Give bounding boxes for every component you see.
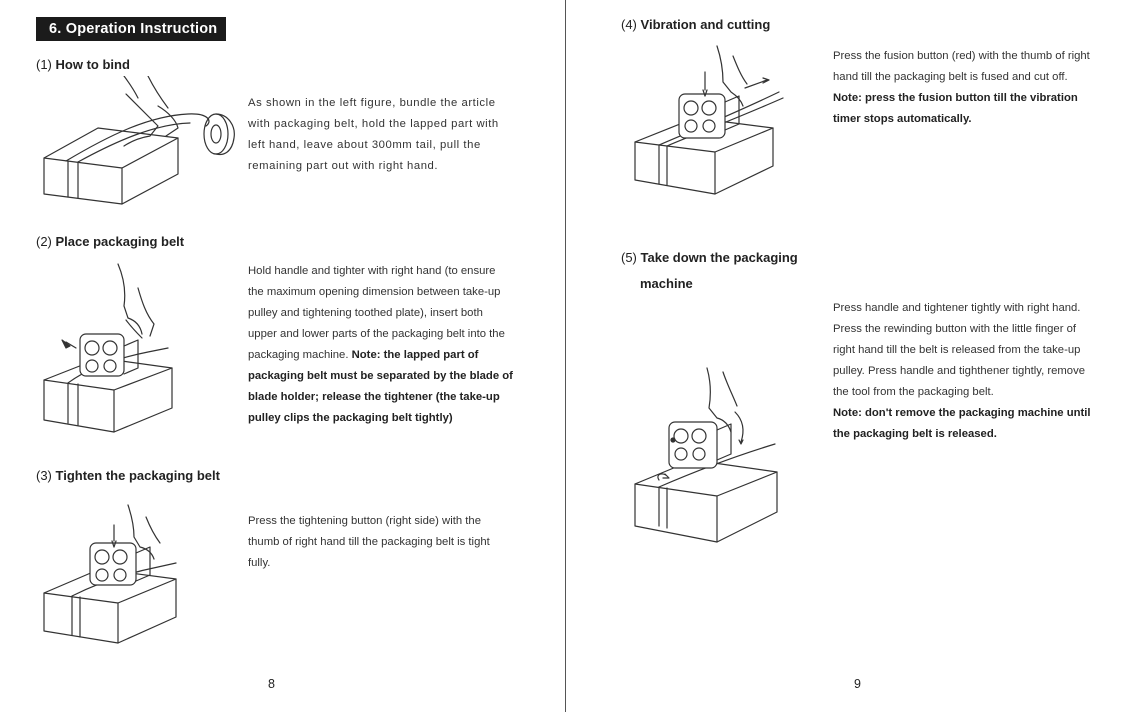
step-2-title: Place packaging belt: [55, 234, 185, 249]
step-4-plain-text: Press the fusion button (red) with the thumb of right hand till the packaging belt is fused and cut off.: [833, 50, 1090, 83]
inserting-belt-into-machine-illustration: [38, 258, 178, 438]
step-4-heading: [621, 17, 770, 32]
page-gutter: [565, 0, 566, 712]
right-page: [567, 0, 1127, 712]
step-5-plain-text: Press handle and tightener tightly with right hand. Press the rewinding button with the little finger of right hand till the belt is released from the take-up pulley. Press handle and tighthener tightly, remove the tool from the packaging belt.: [833, 302, 1086, 398]
step-2-text: [248, 261, 513, 429]
step-3-number: (3): [36, 468, 52, 483]
step-1-title: How to bind: [55, 57, 130, 72]
step-4-number: (4): [621, 17, 637, 32]
step-5-text: [833, 298, 1099, 445]
step-5-heading-line2: [640, 276, 693, 291]
step-2-plain-text: Hold handle and tighter with right hand (to ensure the maximum opening dimension between take-up pulley and tightening toothed plate), insert both upper and lower parts of the packaging belt into the packaging machine.: [248, 265, 505, 361]
step-5-title: Take down the packaging: [640, 250, 798, 265]
step-5-heading: [621, 250, 798, 265]
step-1-number: (1): [36, 57, 52, 72]
step-1-text: As shown in the left figure, bundle the article with packaging belt, hold the lapped part with left hand, leave about 300mm tail, pull the remaining part out with right hand.: [248, 97, 499, 172]
step-1-heading: [36, 57, 130, 72]
step-3-heading: [36, 468, 220, 483]
page-number-left: 8: [268, 677, 275, 691]
page-number-right: 9: [854, 677, 861, 691]
step-5-note: Note: don't remove the packaging machine until the packaging belt is released.: [833, 407, 1091, 440]
step-2-number: (2): [36, 234, 52, 249]
hand-holding-belt-roll-on-box-illustration: [38, 76, 238, 208]
step-4-note: Note: press the fusion button till the vibration timer stops automatically.: [833, 92, 1078, 125]
step-2-note-text: : the lapped part of packaging belt must be separated by the blade of blade holder; release the tightener (the take-up pulley clips the packaging belt tightly): [248, 349, 513, 424]
step-5-title-line2: machine: [640, 276, 693, 291]
step-2-note-label: Note: [351, 349, 377, 361]
step-3-title: Tighten the packaging belt: [55, 468, 220, 483]
vibration-cutting-illustration: [629, 42, 789, 200]
step-2-heading: [36, 234, 184, 249]
step-3-text: Press the tightening button (right side) with the thumb of right hand till the packaging belt is tight fully.: [248, 515, 490, 569]
tightening-belt-illustration: [38, 497, 183, 647]
section-banner: 6. Operation Instruction: [36, 17, 226, 41]
removing-machine-illustration: [629, 362, 789, 547]
step-4-text: [833, 46, 1099, 130]
step-4-title: Vibration and cutting: [640, 17, 771, 32]
step-5-number: (5): [621, 250, 637, 265]
